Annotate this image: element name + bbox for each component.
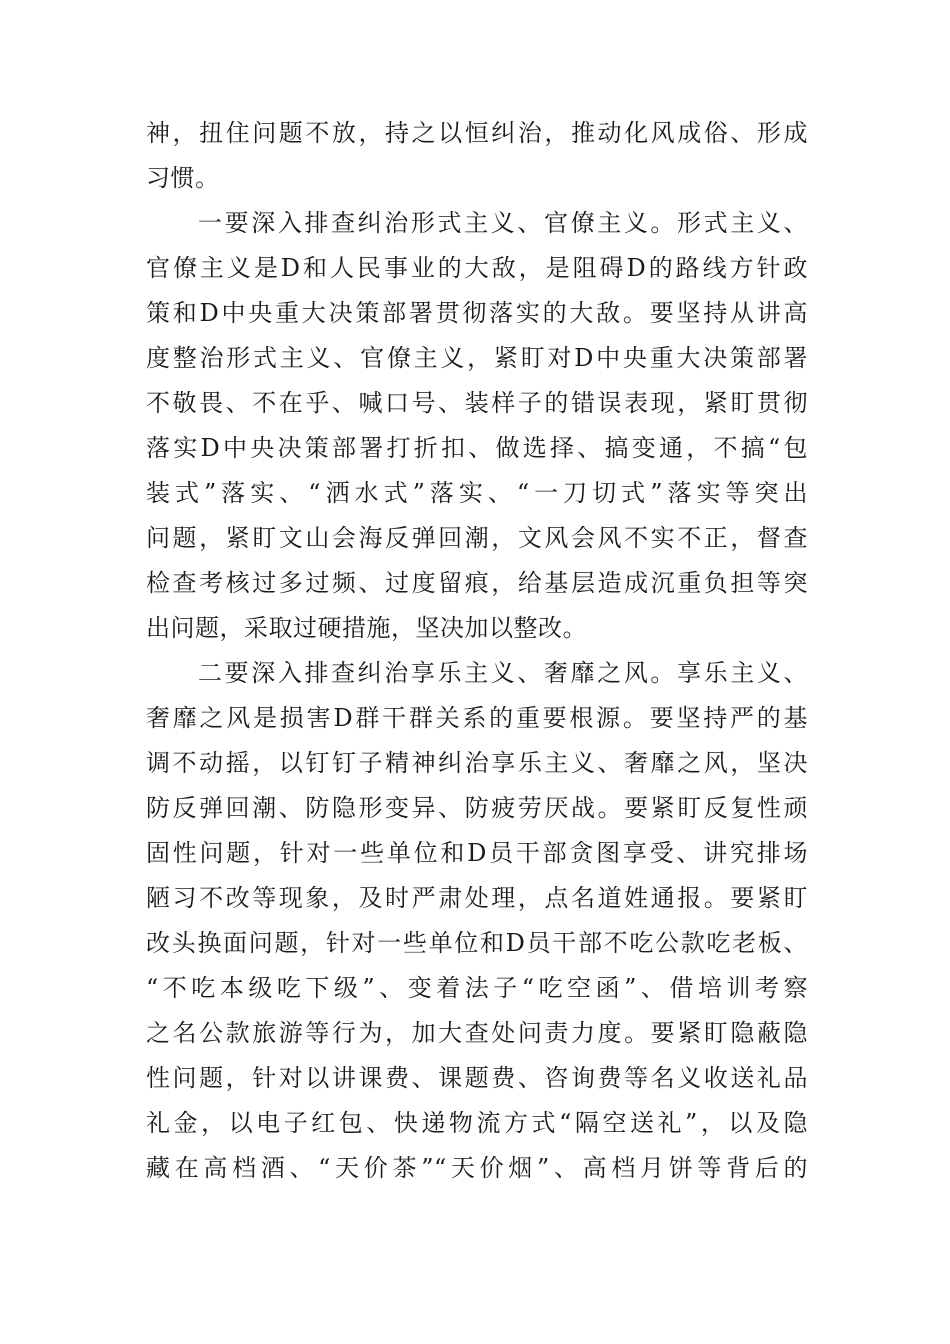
paragraph-1-line-9: 检查考核过多过频、过度留痕，给基层造成沉重负担等突: [146, 569, 808, 597]
paragraph-1-line-10: 出问题，采取过硬措施，坚决加以整改。: [146, 614, 587, 642]
paragraph-2-line-8: “不吃本级吃下级”、变着法子“吃空函”、借培训考察: [146, 974, 808, 1002]
paragraph-1-line-6: 落实D中央决策部署打折扣、做选择、搞变通，不搞“包: [146, 434, 808, 462]
paragraph-2-line-1: 二要深入排查纠治享乐主义、奢靡之风。享乐主义、: [198, 659, 808, 687]
paragraph-2-line-3: 调不动摇，以钉钉子精神纠治享乐主义、奢靡之风，坚决: [146, 749, 808, 777]
paragraph-1-line-1: 一要深入排查纠治形式主义、官僚主义。形式主义、: [198, 209, 808, 237]
paragraph-2-line-11: 礼金，以电子红包、快递物流方式“隔空送礼”，以及隐: [146, 1109, 808, 1137]
paragraph-1-line-2: 官僚主义是D和人民事业的大敌，是阻碍D的路线方针政: [146, 254, 808, 282]
paragraph-2-line-9: 之名公款旅游等行为，加大查处问责力度。要紧盯隐蔽隐: [146, 1019, 808, 1047]
paragraph-1-line-4: 度整治形式主义、官僚主义，紧盯对D中央重大决策部署: [146, 344, 808, 372]
paragraph-2-line-7: 改头换面问题，针对一些单位和D员干部不吃公款吃老板、: [146, 929, 808, 957]
paragraph-2-line-4: 防反弹回潮、防隐形变异、防疲劳厌战。要紧盯反复性顽: [146, 794, 808, 822]
paragraph-2-line-5: 固性问题，针对一些单位和D员干部贪图享受、讲究排场: [146, 839, 808, 867]
paragraph-2-line-2: 奢靡之风是损害D群干群关系的重要根源。要坚持严的基: [146, 704, 808, 732]
paragraph-1-line-7: 装式”落实、“洒水式”落实、“一刀切式”落实等突出: [146, 479, 808, 507]
paragraph-2-line-10: 性问题，针对以讲课费、课题费、咨询费等名义收送礼品: [146, 1064, 808, 1092]
paragraph-2-line-12: 藏在高档酒、“天价茶”“天价烟”、高档月饼等背后的: [146, 1154, 808, 1182]
paragraph-0-line-2: 习惯。: [146, 164, 220, 192]
paragraph-2-line-6: 陋习不改等现象，及时严肃处理，点名道姓通报。要紧盯: [146, 884, 808, 912]
paragraph-1-line-5: 不敬畏、不在乎、喊口号、装样子的错误表现，紧盯贯彻: [146, 389, 808, 417]
paragraph-1-line-3: 策和D中央重大决策部署贯彻落实的大敌。要坚持从讲高: [146, 299, 808, 327]
paragraph-1-line-8: 问题，紧盯文山会海反弹回潮，文风会风不实不正，督查: [146, 524, 808, 552]
paragraph-0-line-1: 神，扭住问题不放，持之以恒纠治，推动化风成俗、形成: [146, 119, 808, 147]
